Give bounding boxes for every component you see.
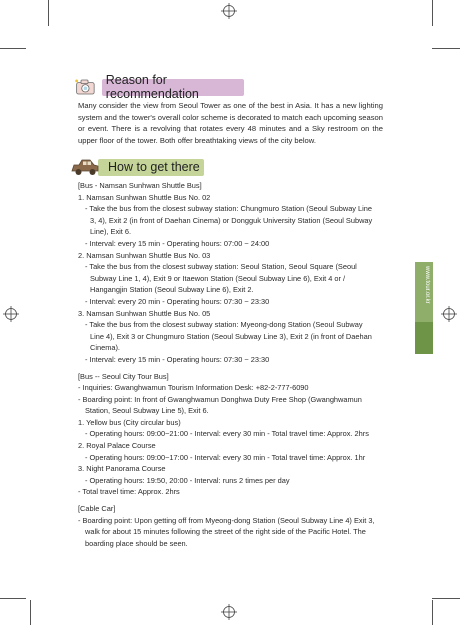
directions-line: Station, Seoul Subway Line 5), Exit 6. bbox=[85, 406, 209, 416]
car-icon bbox=[70, 156, 100, 178]
directions-line: - Interval: every 15 min - Operating hours: 07:30 ~ 23:30 bbox=[85, 354, 270, 364]
directions-line: 3. Night Panorama Course bbox=[78, 464, 166, 474]
directions-line: Line 4), Exit 3 or Chungmuro Station (Seoul Subway Line 3), Exit 2 (in front of Daehan bbox=[90, 331, 372, 341]
side-page-tab bbox=[415, 262, 433, 408]
directions-line: - Take the bus from the closest subway station: Myeong-dong Station (Seoul Subway bbox=[85, 320, 363, 330]
crop-mark bbox=[432, 598, 460, 599]
crop-mark bbox=[432, 0, 433, 26]
directions-line: [Cable Car] bbox=[78, 504, 116, 514]
directions-line: - Take the bus from the closest subway station: Seoul Station, Seoul Square (Seoul bbox=[85, 262, 357, 272]
directions-line: Hangangjin Station (Seoul Subway Line 6), Exit 2. bbox=[90, 285, 254, 295]
registration-mark-icon bbox=[3, 306, 19, 322]
directions-line: 3, 4), Exit 2 (in front of Daehan Cinema) or Dongguk University Station (Seoul Subway bbox=[90, 215, 373, 225]
camera-icon bbox=[74, 76, 97, 98]
directions-line: walk for about 15 minutes following the street of the right side of the Pacific Hotel. The bbox=[85, 527, 366, 537]
directions-line: - Inquiries: Gwanghwamun Tourism Information Desk: +82-2-777-6090 bbox=[78, 383, 309, 393]
directions-line: - Operating hours: 09:00~17:00 - Interval: every 30 min - Total travel time: Approx. 1hr bbox=[85, 452, 366, 462]
registration-mark-icon bbox=[221, 604, 237, 620]
recommendation-paragraph: Many consider the view from Seoul Tower as one of the best in Asia. It has a new lighting system and the tower's overall color scheme is decorated to match each upcoming season or event. There is a revolving that rotates every 48 minutes and a Sky restroom on the upper floor of the tower. Both offer breathtaking views of the city below. bbox=[78, 101, 383, 146]
crop-mark bbox=[30, 600, 31, 625]
side-tab-website-band bbox=[415, 262, 433, 322]
directions-line: 3. Namsan Sunhwan Shuttle Bus No. 05 bbox=[78, 308, 211, 318]
website-label: www.tour.or.kr bbox=[424, 266, 430, 304]
section-heading-directions bbox=[70, 156, 205, 178]
registration-mark-icon bbox=[221, 3, 237, 19]
directions-line: - Take the bus from the closest subway station: Chungmuro Station (Seoul Subway Line bbox=[85, 204, 373, 214]
crop-mark bbox=[432, 600, 433, 625]
directions-line: 1. Namsan Sunhwan Shuttle Bus No. 02 bbox=[78, 192, 211, 202]
section-heading-text: Reason for recommendation bbox=[105, 73, 199, 101]
crop-mark bbox=[432, 48, 460, 49]
directions-line: Line), Exit 6. bbox=[90, 227, 132, 237]
directions-line: - Operating hours: 09:00~21:00 - Interval: every 30 min - Total travel time: Approx. 2hrs bbox=[85, 429, 369, 439]
section-heading-text: How to get there bbox=[108, 160, 200, 174]
crop-mark bbox=[0, 598, 26, 599]
directions-line: [Bus -- Seoul City Tour Bus] bbox=[78, 371, 169, 381]
crop-mark bbox=[48, 0, 49, 26]
directions-line: - Total travel time: Approx. 2hrs bbox=[78, 487, 180, 497]
directions-line: - Interval: every 20 min - Operating hours: 07:30 ~ 23:30 bbox=[85, 296, 270, 306]
directions-line: - Boarding point: In front of Gwanghwamun Donghwa Duty Free Shop (Gwanghwamun bbox=[78, 394, 362, 404]
directions-line: Subway Line 1, 4), Exit 9 or Itaewon Station (Seoul Subway Line 6), Exit 4 or / bbox=[90, 273, 346, 283]
section-heading-reason bbox=[74, 73, 244, 101]
directions-body bbox=[78, 180, 386, 549]
side-tab-page-band bbox=[415, 322, 433, 408]
directions-line: - Boarding point: Upon getting off from Myeong-dong Station (Seoul Subway Line 4) Exit 3, bbox=[78, 515, 375, 525]
directions-line: 1. Yellow bus (City circular bus) bbox=[78, 417, 181, 427]
registration-mark-icon bbox=[441, 306, 457, 322]
directions-line: - Interval: every 15 min - Operating hours: 07:00 ~ 24:00 bbox=[85, 238, 270, 248]
directions-line: boarding place should be seen. bbox=[85, 538, 188, 548]
crop-mark bbox=[0, 48, 26, 49]
directions-line: - Operating hours: 19:50, 20:00 - Interval: runs 2 times per day bbox=[85, 475, 290, 485]
directions-line: 2. Royal Palace Course bbox=[78, 441, 156, 451]
directions-line: [Bus - Namsan Sunhwan Shuttle Bus] bbox=[78, 181, 202, 190]
directions-line: Cinema). bbox=[90, 343, 120, 353]
directions-line: 2. Namsan Sunhwan Shuttle Bus No. 03 bbox=[78, 250, 211, 260]
page-number: 35 | 35 bbox=[424, 386, 431, 408]
